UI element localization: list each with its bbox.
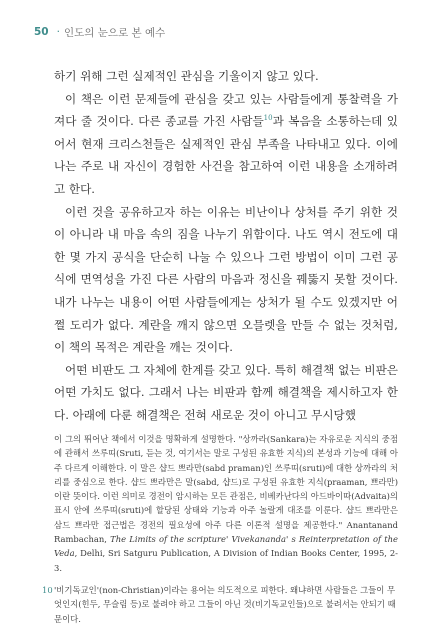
paragraph-2-text-start: 이 책은 이런 문제들에 관심을 갖고 있는 사람들에게 통찰력을 가져다 줄 것이다. 다른 종교를 가진 사람들 xyxy=(54,91,398,129)
header-separator: · xyxy=(56,26,60,38)
running-header xyxy=(34,23,165,41)
paragraph-1: 하기 위해 그런 실제적인 관심을 기울이지 않고 있다. xyxy=(54,69,319,83)
footnote-10-text: '비기독교인'(non-Christian)이라는 용어는 의도적으로 피한다. 왜냐하면 사람들은 그들이 무엇인지(힌두, 무슬림 등)로 불려야 하고 그들이 아닌 것(비기독교인들)으로 불려서는 안되기 때문이다. xyxy=(54,584,396,624)
footnote-9-book-title: The Limits of the scripture' Vivekananda' s Reinterpretation of the Veda xyxy=(54,534,398,559)
footnote-9-text: 이 그의 뛰어난 책에서 이것을 명확하게 설명한다. "상까라(Sankara)는 자유로운 지식의 중점에 관해서 쓰루띠(Sruti, 듣는 것, 여기서는 말로 구성된 유효한 지식)의 본성과 기능에 대해 아주 다르게 이해한다. 이 말은 샵드 쁘라만(sabd praman)인 쓰루띠(sruti)에 대한 상까라의 처리를 중심으로 한다. 샵드 쁘라만은 말(sabd, 샵드)로 구성된 유효한 지식(praaman, 쁘라만)이란 뜻이다. 이런 의미로 경전이 암시하는 모든 관점은, 비베카난다의 아드바이따(Advaita)의 표시 안에 쓰루띠(sruti)에 할당된 상태와 기능과 아주 놀랄게 대조를 이룬다. 샵드 쁘라만은 삼드 쁘라만 접근법은 경전의 필요성에 아주 다른 이론적 설명을 제공한다." xyxy=(54,434,398,530)
footnote-9-publisher: , Delhi, Sri Satguru Publication, A Division of Indian Books Center, 1995, 2-3. xyxy=(54,548,398,573)
footnote-10 xyxy=(42,583,398,626)
footnote-ref-10[interactable]: 10 xyxy=(263,114,273,123)
paragraph-2-text-end: 과 복음을 소통하는데 있어서 현재 크리스천들은 실제적인 관심 부족을 나타내고 있다. 이에 나는 주로 내 자신이 경험한 사건을 참고하여 이런 내용을 소개하려고 한다. xyxy=(54,114,398,196)
book-title: 인도의 눈으로 본 예수 xyxy=(63,26,166,39)
footnote-9-continued xyxy=(54,432,398,575)
footnotes xyxy=(42,432,398,626)
footnote-10-number: 10 xyxy=(42,584,53,595)
paragraph-2 xyxy=(54,88,398,201)
body-text xyxy=(54,65,398,427)
page-number: 50 xyxy=(34,26,49,38)
paragraph-3: 이런 것을 공유하고자 하는 이유는 비난이나 상처를 주기 위한 것이 아니라 내 마음 속의 짐을 나누기 위함이다. 나도 역시 전도에 대한 몇 가지 공식을 단순히 나눌 수 있으나 그런 방법이 이미 그런 공식에 면역성을 가진 다른 사람의 마음과 정신을 꿰뚫지 못할 것이다. 내가 나누는 내용이 어떤 사람들에게는 상처가 될 수도 있겠지만 어쩔 도리가 없다. 계란을 깨지 않으면 오믈렛을 만들 수 없는 것처럼, 이 책의 목적은 계란을 깨는 것이다. xyxy=(54,204,398,355)
paragraph-4: 어떤 비판도 그 자체에 한계를 갖고 있다. 특히 해결책 없는 비판은 어떤 가치도 없다. 그래서 나는 비판과 함께 해결책을 제시하고자 한다. 아래에 다룬 해결책은 전혀 새로운 것이 아니고 무시당했 xyxy=(54,362,398,422)
footnote-9-author: Anantanand Rambachan, xyxy=(54,519,398,545)
